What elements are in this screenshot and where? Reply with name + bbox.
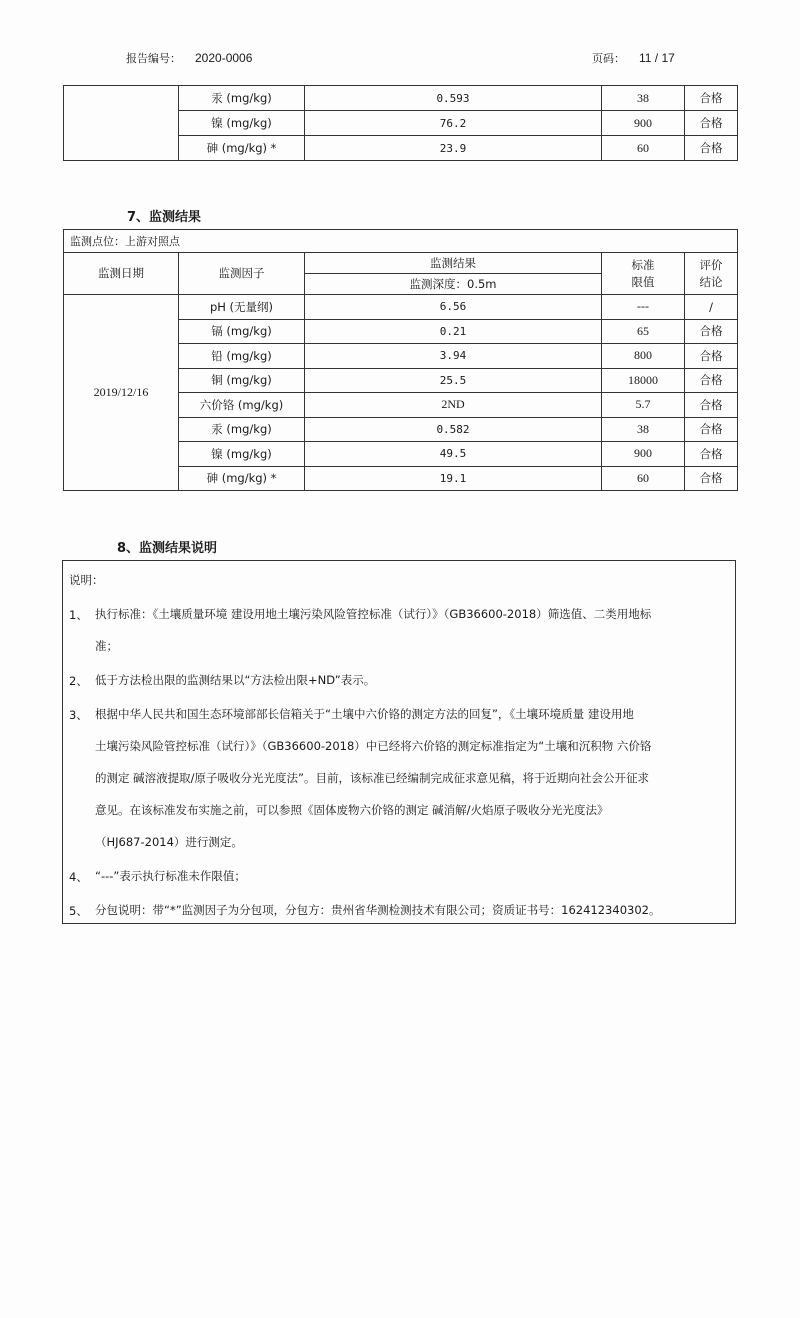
report-number [126, 50, 252, 66]
result-cell: 19.1 [305, 466, 602, 491]
factor-cell: 铅 (mg/kg) [179, 344, 305, 369]
result-cell: 23.9 [305, 136, 602, 161]
eval-cell: 合格 [685, 344, 738, 369]
result-cell: 3.94 [305, 344, 602, 369]
continuation-table [63, 85, 738, 161]
eval-cell: 合格 [685, 368, 738, 393]
result-cell: 0.593 [305, 86, 602, 111]
table-row [64, 86, 738, 111]
header-limit-line1: 标准 [631, 257, 655, 272]
eval-cell: 合格 [685, 466, 738, 491]
header-depth: 监测深度：0.5m [305, 274, 602, 295]
factor-cell: 汞 (mg/kg) [179, 86, 305, 111]
page-number-value: 11 / 17 [639, 51, 675, 65]
section-8-title: 8、监测结果说明 [117, 541, 218, 556]
header-eval [685, 253, 738, 295]
limit-cell: 5.7 [602, 393, 685, 418]
header-eval-line1: 评价 [699, 257, 723, 272]
note-1-line-2: 准； [95, 639, 118, 653]
limit-cell: 900 [602, 111, 685, 136]
header-date: 监测日期 [64, 253, 179, 295]
header-eval-line2: 结论 [699, 274, 723, 289]
page-number-label: 页码： [592, 52, 625, 65]
header-factor: 监测因子 [179, 253, 305, 295]
limit-cell: 900 [602, 442, 685, 467]
factor-cell: 镍 (mg/kg) [179, 111, 305, 136]
limit-cell: 800 [602, 344, 685, 369]
table-row [64, 295, 738, 320]
header-limit [602, 253, 685, 295]
eval-cell: 合格 [685, 86, 738, 111]
factor-cell: 铜 (mg/kg) [179, 368, 305, 393]
eval-cell: 合格 [685, 111, 738, 136]
note-3-line-2: 土壤污染风险管控标准（试行）》（GB36600-2018）中已经将六价铬的测定标准指定为“土壤和沉积物 六价铬 [95, 739, 652, 753]
note-5-line-1: 分包说明：带“*”监测因子为分包项，分包方：贵州省华测检测技术有限公司；资质证书号：162412340302。 [95, 903, 661, 917]
note-5-number: 5、 [69, 904, 88, 918]
result-cell: 2ND [305, 393, 602, 418]
factor-cell: 镍 (mg/kg) [179, 442, 305, 467]
eval-cell: 合格 [685, 442, 738, 467]
note-3-line-3: 的测定 碱溶液提取/原子吸收分光光度法”。目前，该标准已经编制完成征求意见稿，将于近期向社会公开征求 [95, 771, 649, 785]
report-number-label: 报告编号： [126, 52, 181, 65]
note-1-line-1: 执行标准：《土壤质量环境 建设用地土壤污染风险管控标准（试行）》（GB36600-2018）筛选值、二类用地标 [95, 607, 652, 621]
page-number [592, 50, 675, 66]
notes-box [62, 560, 736, 924]
note-3-number: 3、 [69, 708, 88, 722]
note-3-line-1: 根据中华人民共和国生态环境部部长信箱关于“土壤中六价铬的测定方法的回复”，《土壤环境质量 建设用地 [95, 707, 634, 721]
result-cell: 76.2 [305, 111, 602, 136]
eval-cell: 合格 [685, 393, 738, 418]
report-number-value: 2020-0006 [195, 51, 253, 65]
limit-cell: 60 [602, 136, 685, 161]
limit-cell: 38 [602, 86, 685, 111]
result-cell: 49.5 [305, 442, 602, 467]
monitoring-date: 2019/12/16 [64, 295, 179, 491]
section-7-title: 7、监测结果 [127, 210, 202, 225]
limit-cell: 65 [602, 319, 685, 344]
eval-cell: 合格 [685, 417, 738, 442]
result-cell: 0.21 [305, 319, 602, 344]
note-2-number: 2、 [69, 674, 88, 688]
note-1-number: 1、 [69, 608, 88, 622]
note-2-line-1: 低于方法检出限的监测结果以“方法检出限+ND”表示。 [95, 673, 376, 687]
result-cell: 0.582 [305, 417, 602, 442]
monitoring-site: 监测点位：上游对照点 [64, 230, 738, 253]
monitoring-results-table [63, 229, 738, 491]
eval-cell: / [685, 295, 738, 320]
eval-cell: 合格 [685, 136, 738, 161]
factor-cell: 汞 (mg/kg) [179, 417, 305, 442]
eval-cell: 合格 [685, 319, 738, 344]
date-cell-empty [64, 86, 179, 161]
site-row [64, 230, 738, 253]
header-limit-line2: 限值 [631, 274, 655, 289]
header-row [64, 253, 738, 274]
limit-cell: 38 [602, 417, 685, 442]
factor-cell: pH (无量纲) [179, 295, 305, 320]
note-4-number: 4、 [69, 870, 88, 884]
notes-intro: 说明： [69, 573, 104, 587]
factor-cell: 六价铬 (mg/kg) [179, 393, 305, 418]
result-cell: 6.56 [305, 295, 602, 320]
limit-cell: 18000 [602, 368, 685, 393]
header-result: 监测结果 [305, 253, 602, 274]
limit-cell: 60 [602, 466, 685, 491]
note-3-line-5: （HJ687-2014）进行测定。 [95, 835, 243, 849]
factor-cell: 砷 (mg/kg) * [179, 466, 305, 491]
limit-cell: --- [602, 295, 685, 320]
factor-cell: 砷 (mg/kg) * [179, 136, 305, 161]
note-4-line-1: “---”表示执行标准未作限值； [95, 869, 246, 883]
factor-cell: 镉 (mg/kg) [179, 319, 305, 344]
note-3-line-4: 意见。在该标准发布实施之前，可以参照《固体废物六价铬的测定 碱消解/火焰原子吸收分光光度法》 [95, 803, 609, 817]
result-cell: 25.5 [305, 368, 602, 393]
